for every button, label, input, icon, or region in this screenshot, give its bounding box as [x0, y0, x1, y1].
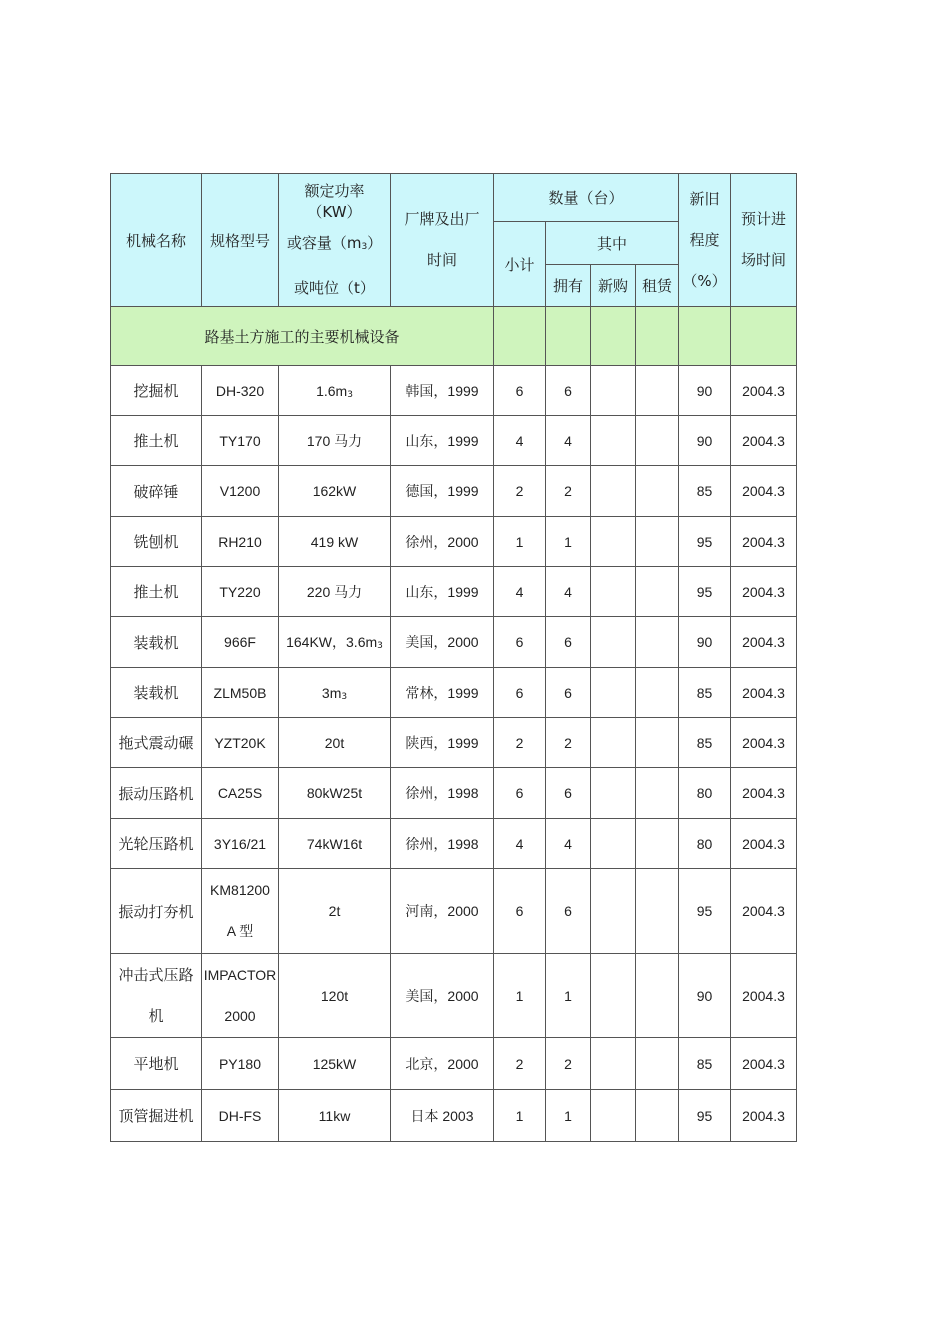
cell-new [591, 954, 636, 1038]
cell-maker: 山东，1999 [391, 567, 494, 617]
cell-new [591, 819, 636, 869]
cell-own: 1 [546, 1090, 591, 1142]
cell-maker: 山东，1999 [391, 416, 494, 466]
cell-model: RH210 [202, 517, 279, 567]
cell-condition: 85 [679, 466, 731, 517]
cell-own: 4 [546, 567, 591, 617]
cell-subtotal: 1 [494, 954, 546, 1038]
cell-arrival: 2004.3 [731, 617, 797, 668]
cell-new [591, 869, 636, 954]
table-row [111, 718, 797, 768]
cell-maker: 美国，2000 [391, 954, 494, 1038]
cell-maker: 北京，2000 [391, 1038, 494, 1090]
col-header-maker: 厂牌及出厂 时间 [391, 174, 494, 307]
cell-own: 6 [546, 617, 591, 668]
cell-arrival: 2004.3 [731, 466, 797, 517]
cell-condition: 90 [679, 617, 731, 668]
cell-new [591, 466, 636, 517]
table-row [111, 768, 797, 819]
cell-subtotal: 6 [494, 617, 546, 668]
cell-arrival: 2004.3 [731, 366, 797, 416]
cell-new [591, 567, 636, 617]
cell-lease [636, 617, 679, 668]
cell-power: 120t [279, 954, 391, 1038]
col-header-among: 其中 [546, 222, 679, 265]
cell-arrival: 2004.3 [731, 819, 797, 869]
cell-own: 2 [546, 466, 591, 517]
cell-model: 3Y16/21 [202, 819, 279, 869]
cell-power: 20t [279, 718, 391, 768]
cell-lease [636, 1090, 679, 1142]
table-row [111, 366, 797, 416]
cell-power: 74kW16t [279, 819, 391, 869]
table-row [111, 1090, 797, 1142]
cell-model: V1200 [202, 466, 279, 517]
cell-name: 振动打夯机 [111, 869, 202, 954]
section-title: 路基土方施工的主要机械设备 [111, 307, 494, 366]
cell-subtotal: 6 [494, 768, 546, 819]
col-header-new: 新购 [591, 265, 636, 307]
cell-subtotal: 4 [494, 819, 546, 869]
cell-condition: 90 [679, 366, 731, 416]
cell-own: 2 [546, 718, 591, 768]
cell-new [591, 617, 636, 668]
col-header-own: 拥有 [546, 265, 591, 307]
cell-name: 铣刨机 [111, 517, 202, 567]
cell-name: 推土机 [111, 416, 202, 466]
equipment-table [110, 173, 797, 1142]
cell-power: $1.6m_3$ [279, 366, 391, 416]
cell-model: DH-320 [202, 366, 279, 416]
cell-model: DH-FS [202, 1090, 279, 1142]
col-header-arrival: 预计进 场时间 [731, 174, 797, 307]
table-row [111, 416, 797, 466]
cell-new [591, 768, 636, 819]
cell-new [591, 718, 636, 768]
cell-name: 平地机 [111, 1038, 202, 1090]
cell-condition: 85 [679, 718, 731, 768]
cell-arrival: 2004.3 [731, 517, 797, 567]
table-row [111, 869, 797, 954]
table-row [111, 1038, 797, 1090]
cell-name: 顶管掘进机 [111, 1090, 202, 1142]
col-header-model: 规格型号 [202, 174, 279, 307]
cell-subtotal: 1 [494, 1090, 546, 1142]
cell-model: 966F [202, 617, 279, 668]
cell-own: 6 [546, 366, 591, 416]
cell-name: 推土机 [111, 567, 202, 617]
cell-maker: 日本 2003 [391, 1090, 494, 1142]
col-header-power: 额定功率 （KW） 或容量$(m_3)$ 或吨位（t） [279, 174, 391, 307]
cell-model: TY220 [202, 567, 279, 617]
cell-lease [636, 517, 679, 567]
cell-arrival: 2004.3 [731, 768, 797, 819]
cell-power: 162kW [279, 466, 391, 517]
cell-new [591, 517, 636, 567]
cell-lease [636, 668, 679, 718]
col-header-subtotal: 小计 [494, 222, 546, 307]
cell-condition: 95 [679, 1090, 731, 1142]
cell-power: 11kw [279, 1090, 391, 1142]
cell-own: 2 [546, 1038, 591, 1090]
cell-model: ZLM50B [202, 668, 279, 718]
cell-condition: 80 [679, 768, 731, 819]
cell-condition: 95 [679, 567, 731, 617]
cell-new [591, 1038, 636, 1090]
cell-model: IMPACTOR 2000 [202, 954, 279, 1038]
cell-condition: 95 [679, 869, 731, 954]
cell-lease [636, 718, 679, 768]
cell-maker: 徐州，1998 [391, 768, 494, 819]
cell-condition: 90 [679, 416, 731, 466]
cell-arrival: 2004.3 [731, 718, 797, 768]
cell-own: 4 [546, 819, 591, 869]
cell-name: 装载机 [111, 668, 202, 718]
section-row [111, 307, 797, 366]
cell-lease [636, 416, 679, 466]
cell-arrival: 2004.3 [731, 1090, 797, 1142]
cell-subtotal: 2 [494, 718, 546, 768]
cell-condition: 95 [679, 517, 731, 567]
cell-new [591, 366, 636, 416]
cell-model: TY170 [202, 416, 279, 466]
cell-condition: 85 [679, 668, 731, 718]
table-row [111, 517, 797, 567]
cell-maker: 陕西，1999 [391, 718, 494, 768]
cell-power: 164KW，$3.6m_3$ [279, 617, 391, 668]
cell-lease [636, 768, 679, 819]
cell-maker: 河南，2000 [391, 869, 494, 954]
cell-name: 冲击式压路 机 [111, 954, 202, 1038]
cell-maker: 韩国，1999 [391, 366, 494, 416]
cell-model: CA25S [202, 768, 279, 819]
table-row [111, 567, 797, 617]
cell-power: 80kW25t [279, 768, 391, 819]
cell-name: 挖掘机 [111, 366, 202, 416]
cell-arrival: 2004.3 [731, 1038, 797, 1090]
cell-name: 装载机 [111, 617, 202, 668]
cell-own: 6 [546, 768, 591, 819]
cell-lease [636, 466, 679, 517]
cell-own: 4 [546, 416, 591, 466]
cell-model: KM81200 A 型 [202, 869, 279, 954]
cell-subtotal: 1 [494, 517, 546, 567]
cell-name: 光轮压路机 [111, 819, 202, 869]
cell-subtotal: 6 [494, 668, 546, 718]
cell-lease [636, 366, 679, 416]
table-row [111, 668, 797, 718]
cell-model: YZT20K [202, 718, 279, 768]
cell-maker: 常林，1999 [391, 668, 494, 718]
cell-lease [636, 1038, 679, 1090]
cell-model: PY180 [202, 1038, 279, 1090]
cell-power: 170 马力 [279, 416, 391, 466]
cell-arrival: 2004.3 [731, 567, 797, 617]
cell-arrival: 2004.3 [731, 416, 797, 466]
cell-subtotal: 2 [494, 466, 546, 517]
col-header-qty: 数量（台） [494, 174, 679, 222]
cell-subtotal: 6 [494, 366, 546, 416]
table-row [111, 466, 797, 517]
cell-name: 振动压路机 [111, 768, 202, 819]
cell-lease [636, 819, 679, 869]
cell-own: 1 [546, 954, 591, 1038]
cell-power: 220 马力 [279, 567, 391, 617]
cell-own: 6 [546, 869, 591, 954]
cell-power: $3m_3$ [279, 668, 391, 718]
cell-own: 1 [546, 517, 591, 567]
cell-maker: 徐州，1998 [391, 819, 494, 869]
cell-condition: 85 [679, 1038, 731, 1090]
table-row [111, 954, 797, 1038]
cell-condition: 80 [679, 819, 731, 869]
col-header-condition: 新旧 程度 （%） [679, 174, 731, 307]
cell-condition: 90 [679, 954, 731, 1038]
cell-maker: 美国，2000 [391, 617, 494, 668]
cell-lease [636, 567, 679, 617]
cell-subtotal: 2 [494, 1038, 546, 1090]
cell-subtotal: 4 [494, 416, 546, 466]
cell-arrival: 2004.3 [731, 954, 797, 1038]
cell-subtotal: 4 [494, 567, 546, 617]
table-row [111, 819, 797, 869]
cell-power: 125kW [279, 1038, 391, 1090]
col-header-name: 机械名称 [111, 174, 202, 307]
cell-name: 破碎锤 [111, 466, 202, 517]
cell-lease [636, 869, 679, 954]
cell-new [591, 668, 636, 718]
cell-arrival: 2004.3 [731, 869, 797, 954]
cell-new [591, 1090, 636, 1142]
cell-power: 419 kW [279, 517, 391, 567]
cell-subtotal: 6 [494, 869, 546, 954]
cell-power: 2t [279, 869, 391, 954]
cell-own: 6 [546, 668, 591, 718]
cell-maker: 德国，1999 [391, 466, 494, 517]
cell-name: 拖式震动碾 [111, 718, 202, 768]
cell-new [591, 416, 636, 466]
cell-maker: 徐州，2000 [391, 517, 494, 567]
table-row [111, 617, 797, 668]
col-header-lease: 租赁 [636, 265, 679, 307]
cell-lease [636, 954, 679, 1038]
cell-arrival: 2004.3 [731, 668, 797, 718]
